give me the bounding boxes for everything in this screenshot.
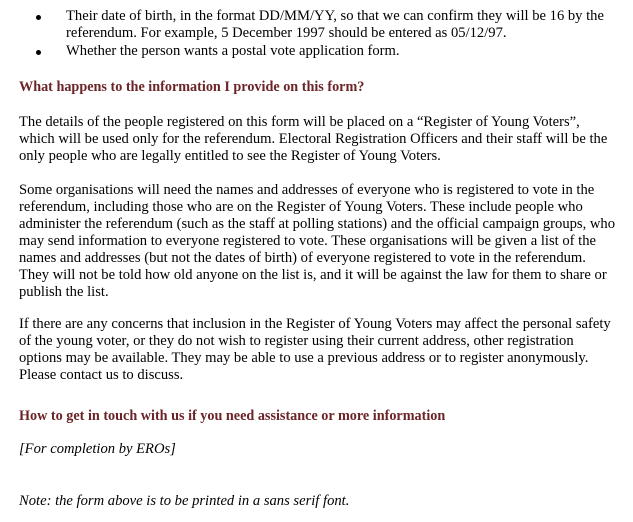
section-heading-contact: How to get in touch with us if you need assistance or more information xyxy=(19,408,446,424)
bullet-text: Whether the person wants a postal vote application form. xyxy=(66,43,400,59)
bullet-icon xyxy=(36,15,41,20)
bullet-icon xyxy=(36,50,41,55)
list-item xyxy=(36,8,624,42)
paragraph-safety: If there are any concerns that inclusion in the Register of Young Voters may affect the personal safety of the young voter, or they do not wish to register using their current address, other registration options may be available. They may be able to use a previous address or to register anonymously. Please contact us to discuss. xyxy=(19,316,611,383)
bullet-list xyxy=(36,8,624,60)
font-note: Note: the form above is to be printed in a sans serif font. xyxy=(19,493,350,509)
ero-placeholder-text: [For completion by EROs] xyxy=(19,441,176,457)
paragraph-organisations: Some organisations will need the names and addresses of everyone who is registered to vote in the referendum, including those who are on the Register of Young Voters. These include people who administer the referendum (such as the staff at polling stations) and the official campaign groups, who may send information to everyone registered to vote. These organisations will be given a list of the names and addresses (but not the dates of birth) of everyone registered to vote in the referendum. They will not be told how old anyone on the list is, and it will be against the law for them to share or publish the list. xyxy=(19,182,616,300)
bullet-text: Their date of birth, in the format DD/MM/YY, so that we can confirm they will be 16 by the referendum. For example, 5 December 1997 should be entered as 05/12/97. xyxy=(66,8,604,41)
section-heading-information: What happens to the information I provide on this form? xyxy=(19,79,365,95)
paragraph-register: The details of the people registered on this form will be placed on a “Register of Young Voters”, which will be used only for the referendum. Electoral Registration Officers and their staff will be the only people who are legally entitled to see the Register of Young Voters. xyxy=(19,114,608,164)
list-item xyxy=(36,43,624,60)
